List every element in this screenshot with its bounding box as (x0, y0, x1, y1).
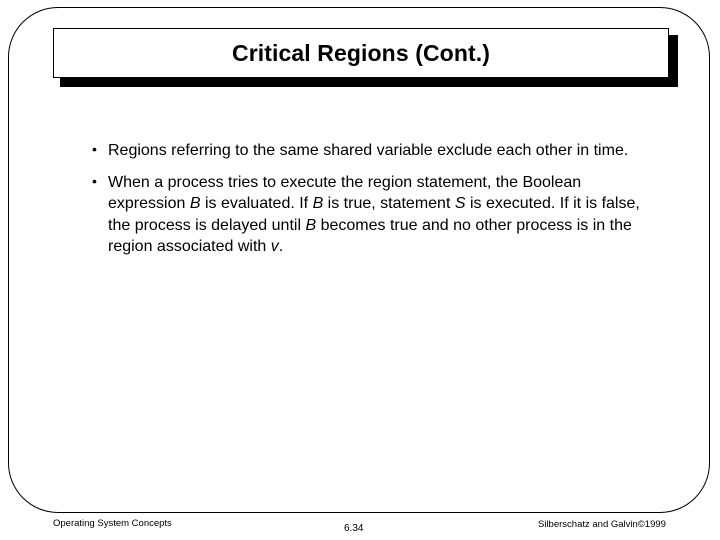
footer-page-number: 6.34 (344, 523, 364, 534)
bullet-text-segment: becomes true and no other process is in the region associated with (108, 216, 632, 255)
bullet-italic-segment: S (454, 195, 466, 212)
footer-copyright: Silberschatz and Galvin©1999 (538, 519, 666, 530)
bullet-italic-segment: B (312, 195, 324, 212)
bullet-text-segment: When a process tries to execute the region statement, the Boolean expression (108, 173, 582, 212)
bullet-italic-segment: v (270, 238, 279, 255)
bullet-text-segment: is true, statement (323, 195, 455, 212)
bullet-italic-segment: B (189, 195, 201, 212)
bullet-text-segment: Regions referring to the same shared variable exclude each other in time. (108, 142, 629, 159)
footer-course-title: Operating System Concepts (53, 518, 172, 529)
slide-title: Critical Regions (Cont.) (232, 39, 490, 66)
bullet-item (92, 172, 652, 258)
bullet-list (92, 140, 652, 268)
title-box (53, 28, 669, 78)
bullet-text-segment: is evaluated. If (200, 195, 313, 212)
bullet-text-segment: is executed. If it is false, the process is delayed until (108, 195, 640, 234)
bullet-text-segment: . (278, 238, 284, 255)
bullet-italic-segment: B (305, 216, 317, 234)
bullet-item (92, 140, 652, 162)
